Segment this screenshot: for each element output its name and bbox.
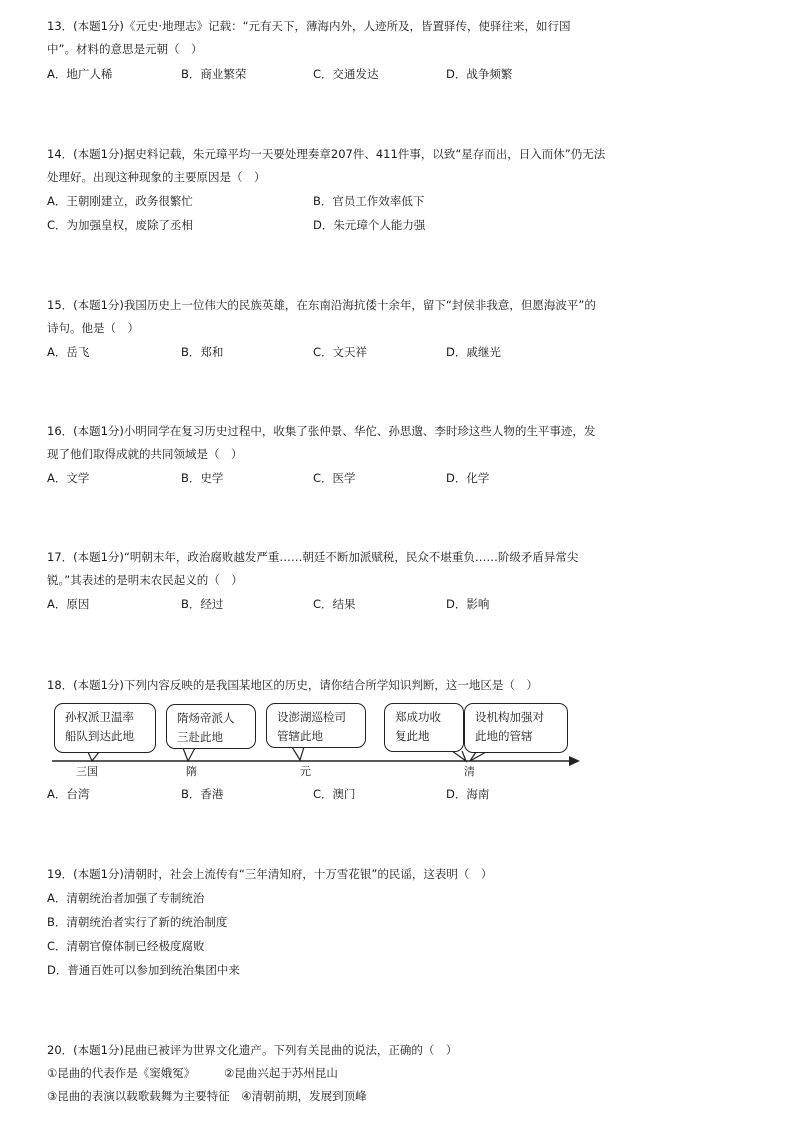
option-d[interactable]: D．海南 xyxy=(446,787,490,801)
option-b[interactable]: B．香港 xyxy=(181,787,224,801)
question-text: 16．(本题1分)小明同学在复习历史过程中，收集了张仲景、华佗、孙思邈、李时珍这些人物的生平事迹，发 xyxy=(47,424,596,438)
timeline-event-box xyxy=(54,703,156,753)
timeline-event-text: 复此地 xyxy=(395,729,430,743)
question-text: 19．(本题1分)清朝时，社会上流传有“三年清知府，十万雪花银”的民谣，这表明（ ） xyxy=(47,867,493,881)
question-text: 17．(本题1分)“明朝末年，政治腐败越发严重……朝廷不断加派赋税，民众不堪重负……阶级矛盾异常尖 xyxy=(47,550,579,564)
question-text: 现了他们取得成就的共同领域是（ ） xyxy=(47,447,243,461)
option-d[interactable]: D．普通百姓可以参加到统治集团中来 xyxy=(47,963,240,977)
option-b[interactable]: B．经过 xyxy=(181,597,224,611)
option-d[interactable]: D．朱元璋个人能力强 xyxy=(313,218,426,232)
timeline-event-text: 隋炀帝派人 xyxy=(177,711,235,725)
question-text: 锐。”其表述的是明末农民起义的（ ） xyxy=(47,573,243,587)
question-text: 20．(本题1分)昆曲已被评为世界文化遗产。下列有关昆曲的说法，正确的（ ） xyxy=(47,1043,458,1057)
option-a[interactable]: A．文学 xyxy=(47,471,90,485)
option-c[interactable]: C．医学 xyxy=(313,471,356,485)
question-text: 15．(本题1分)我国历史上一位伟大的民族英雄，在东南沿海抗倭十余年，留下“封侯非我意，但愿海波平”的 xyxy=(47,298,596,312)
timeline-label: 元 xyxy=(300,765,311,778)
question-text: 14．(本题1分)据史料记载，朱元璋平均一天要处理奏章207件、411件事，以致“星存而出，日入而休”仍无法 xyxy=(47,147,606,161)
timeline-event-box xyxy=(266,703,366,748)
option-c[interactable]: C．文天祥 xyxy=(313,345,368,359)
question-text: 中”。材料的意思是元朝（ ） xyxy=(47,42,203,56)
option-a[interactable]: A．地广人稀 xyxy=(47,67,113,81)
timeline-event-text: 郑成功收 xyxy=(395,710,441,724)
timeline-event-text: 船队到达此地 xyxy=(65,729,134,743)
option-a[interactable]: A．台湾 xyxy=(47,787,90,801)
timeline-event-text: 三赴此地 xyxy=(177,730,223,744)
option-c[interactable]: C．澳门 xyxy=(313,787,356,801)
timeline-event-text: 设机构加强对 xyxy=(475,710,544,724)
option-c[interactable]: C．结果 xyxy=(313,597,356,611)
option-b[interactable]: B．史学 xyxy=(181,471,224,485)
statement-line: ③昆曲的表演以载歌载舞为主要特征 ④清朝前期，发展到顶峰 xyxy=(47,1089,367,1103)
timeline-event-text: 设澎湖巡检司 xyxy=(277,710,346,724)
option-c[interactable]: C．交通发达 xyxy=(313,67,379,81)
question-text: 处理好。出现这种现象的主要原因是（ ） xyxy=(47,170,266,184)
option-d[interactable]: D．化学 xyxy=(446,471,490,485)
option-a[interactable]: A．原因 xyxy=(47,597,90,611)
option-b[interactable]: B．官员工作效率低下 xyxy=(313,194,425,208)
option-b[interactable]: B．清朝统治者实行了新的统治制度 xyxy=(47,915,228,929)
option-b[interactable]: B．商业繁荣 xyxy=(181,67,247,81)
option-d[interactable]: D．战争频繁 xyxy=(446,67,513,81)
timeline-event-text: 孙权派卫温率 xyxy=(65,710,134,724)
question-text: 诗句。他是（ ） xyxy=(47,321,139,335)
timeline-event-text: 管辖此地 xyxy=(277,729,323,743)
option-a[interactable]: A．清朝统治者加强了专制统治 xyxy=(47,891,205,905)
question-text: 13．(本题1分)《元史·地理志》记载：“元有天下，薄海内外，人迹所及，皆置驿传，使驿往来，如行国 xyxy=(47,19,571,33)
timeline-label: 三国 xyxy=(76,765,98,778)
option-d[interactable]: D．戚继光 xyxy=(446,345,501,359)
timeline-event-box xyxy=(166,704,256,749)
question-text: 18．(本题1分)下列内容反映的是我国某地区的历史，请你结合所学知识判断，这一地区是（ ） xyxy=(47,678,538,692)
option-c[interactable]: C．清朝官僚体制已经极度腐败 xyxy=(47,939,205,953)
option-c[interactable]: C．为加强皇权，废除了丞相 xyxy=(47,218,194,232)
timeline-event-box xyxy=(464,703,568,753)
statement-line: ①昆曲的代表作是《窦娥冤》 ②昆曲兴起于苏州昆山 xyxy=(47,1066,338,1080)
option-a[interactable]: A．岳飞 xyxy=(47,345,90,359)
option-b[interactable]: B．郑和 xyxy=(181,345,224,359)
option-d[interactable]: D．影响 xyxy=(446,597,490,611)
timeline-event-box xyxy=(384,703,464,752)
timeline-label: 隋 xyxy=(186,765,197,778)
timeline-event-text: 此地的管辖 xyxy=(475,729,533,743)
timeline-label: 清 xyxy=(464,765,475,778)
option-a[interactable]: A．王朝刚建立，政务很繁忙 xyxy=(47,194,193,208)
